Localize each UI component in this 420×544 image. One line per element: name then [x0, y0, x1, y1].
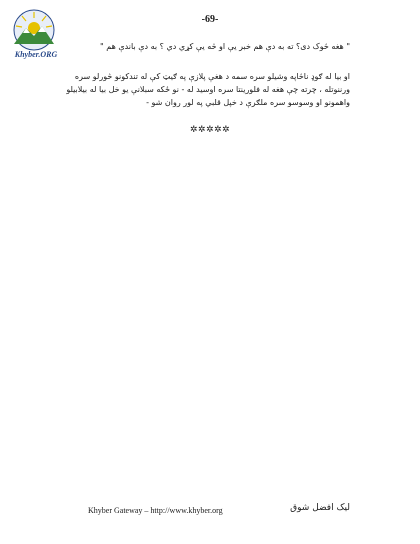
body-paragraph — [60, 70, 350, 109]
footer-author: ليک افضل شوق — [290, 503, 350, 513]
footer-website: Khyber Gateway – http://www.khyber.org — [88, 506, 223, 515]
paragraph-line: واهمونو او وسوسو سره ملګرې د خپل قلبي په لور روان شو - — [146, 98, 350, 107]
section-separator: ✲✲✲✲✲ — [189, 125, 231, 135]
intro-line: " هغه څوک دی؟ ته به دې هم خبر يې او څه يې کړي دي ؟ به دې باندې هم " — [100, 42, 350, 51]
logo-text: Khyber.ORG — [14, 50, 58, 59]
page-number: -69- — [201, 14, 219, 25]
paragraph-line: او بيا له ګوډ ناڅاپه وشيلو سره سمه د هغې پلازې په ګيټ کې له تندکونو څورلو سره — [74, 72, 350, 81]
paragraph-line: ورننوتله ، چرته چې هغه له فلورينتا سره اوسيد له - نو ځکه سبلانې يو خل بيا له بيلابيلو — [66, 85, 350, 94]
